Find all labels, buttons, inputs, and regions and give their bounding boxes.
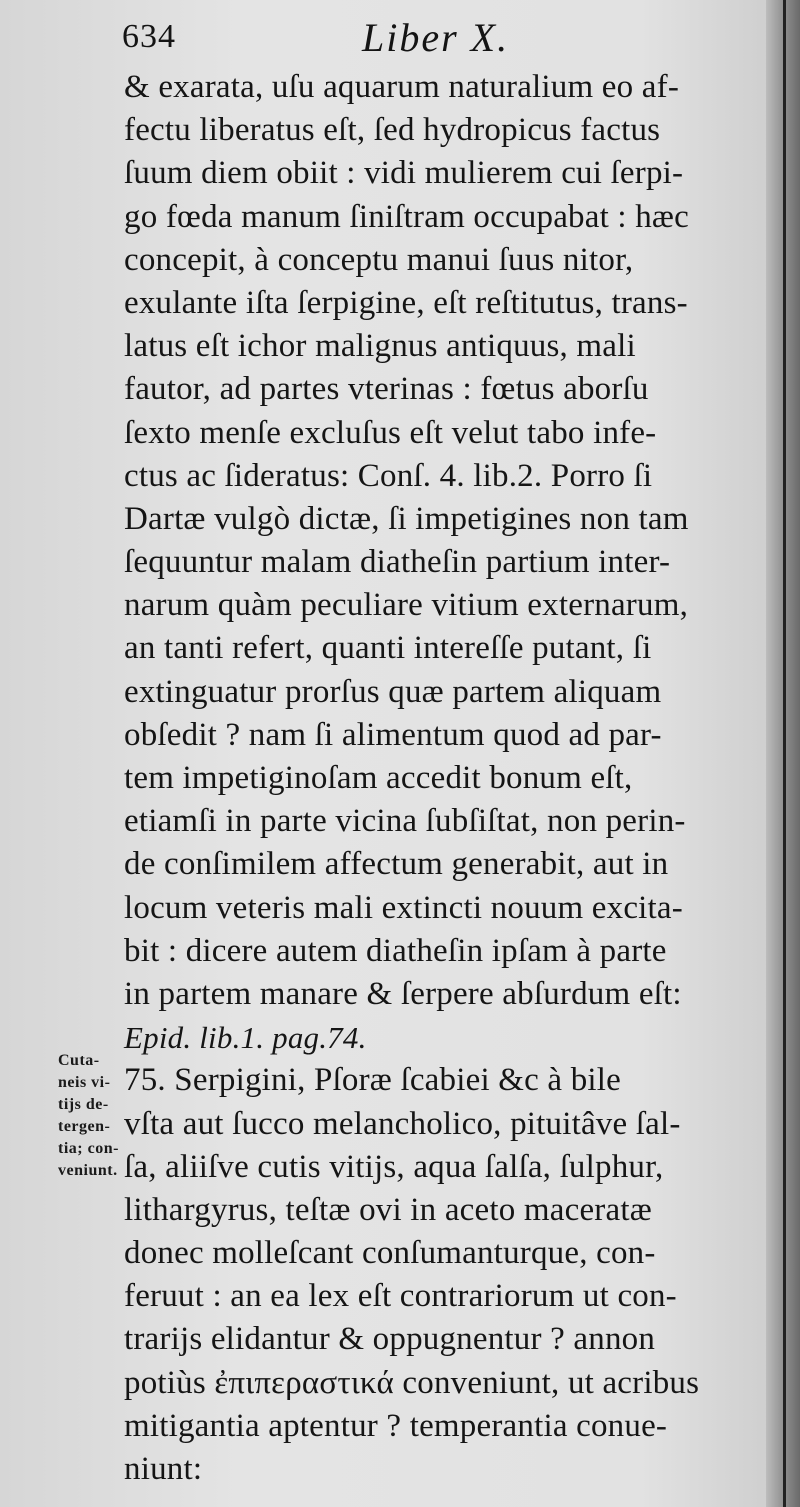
text-line: 75. Serpigini, Pſoræ ſcabiei &c à bile: [124, 1062, 622, 1099]
text-line: narum quàm peculiare vitium externarum,: [124, 587, 689, 624]
margin-note-line: neis vi-: [58, 1074, 111, 1091]
text-line: ſa, aliiſve cutis vitijs, aqua ſalſa, ſulphur,: [124, 1148, 664, 1185]
text-line: trarijs elidantur & oppugnentur ? annon: [124, 1321, 656, 1358]
text-line: de conſimilem affectum generabit, aut in: [124, 846, 669, 883]
body-text: [124, 66, 764, 1491]
text-line: ſexto menſe excluſus eſt velut tabo infe-: [124, 414, 657, 451]
text-line: ctus ac ſideratus: Conſ. 4. lib.2. Porro ſi: [124, 457, 653, 494]
margin-note-line: tergen-: [58, 1118, 111, 1135]
text-line: obſedit ? nam ſi alimentum quod ad par-: [124, 716, 662, 753]
text-line: exulante iſta ſerpigine, eſt reſtitutus, trans-: [124, 284, 688, 321]
text-line: an tanti refert, quanti intereſſe putant, ſi: [124, 630, 652, 667]
text-line: ſuum diem obiit : vidi mulierem cui ſerpi-: [124, 155, 684, 192]
text-line: etiamſi in parte vicina ſubſiſtat, non perin-: [124, 803, 686, 840]
margin-note-line: Cuta-: [58, 1052, 100, 1069]
margin-note: [58, 1050, 158, 1182]
text-line: tem impetiginoſam accedit bonum eſt,: [124, 760, 633, 796]
page-edge-line: [783, 0, 786, 1507]
text-line: bit : dicere autem diatheſin ipſam à parte: [124, 932, 667, 969]
text-line: lithargyrus, teſtæ ovi in aceto maceratæ: [124, 1191, 652, 1228]
text-line: donec molleſcant conſumanturque, con-: [124, 1235, 656, 1272]
text-line: concepit, à conceptu manui ſuus nitor,: [124, 241, 634, 278]
text-line: ſequuntur malam diatheſin partium inter-: [124, 544, 671, 581]
text-line: fautor, ad partes vterinas : fœtus aborſu: [124, 371, 649, 408]
margin-note-line: tia; con-: [58, 1140, 119, 1157]
text-line: fectu liberatus eſt, ſed hydropicus factus: [124, 112, 661, 149]
text-line: Dartæ vulgò dictæ, ſi impetigines non tam: [124, 500, 689, 537]
margin-note-line: veniunt.: [58, 1162, 118, 1179]
page-number: 634: [122, 18, 176, 55]
text-line: mitigantia aptentur ? temperantia conue-: [124, 1407, 668, 1444]
text-line: extinguatur prorſus quæ partem aliquam: [124, 673, 662, 710]
text-line: go fœda manum ſiniſtram occupabat : hæc: [124, 198, 689, 235]
text-line: niunt:: [124, 1451, 203, 1487]
citation-line: Epid. lib.1. pag.74.: [124, 1020, 367, 1056]
text-line: potiùs ἐπιπεραστικά conveniunt, ut acribus: [124, 1364, 700, 1401]
text-line: & exarata, uſu aquarum naturalium eo af-: [124, 69, 680, 105]
text-line: vſta aut ſucco melancholico, pituitâve ſal-: [124, 1105, 681, 1142]
text-line: locum veteris mali extincti nouum excita-: [124, 889, 683, 926]
page-header: [122, 8, 742, 62]
text-line: latus eſt ichor malignus antiquus, mali: [124, 328, 636, 365]
running-title: Liber X.: [362, 15, 510, 60]
margin-note-line: tijs de-: [58, 1096, 109, 1113]
text-line: feruut : an ea lex eſt contrariorum ut con-: [124, 1278, 677, 1315]
text-line: in partem manare & ſerpere abſurdum eſt:: [124, 975, 682, 1012]
